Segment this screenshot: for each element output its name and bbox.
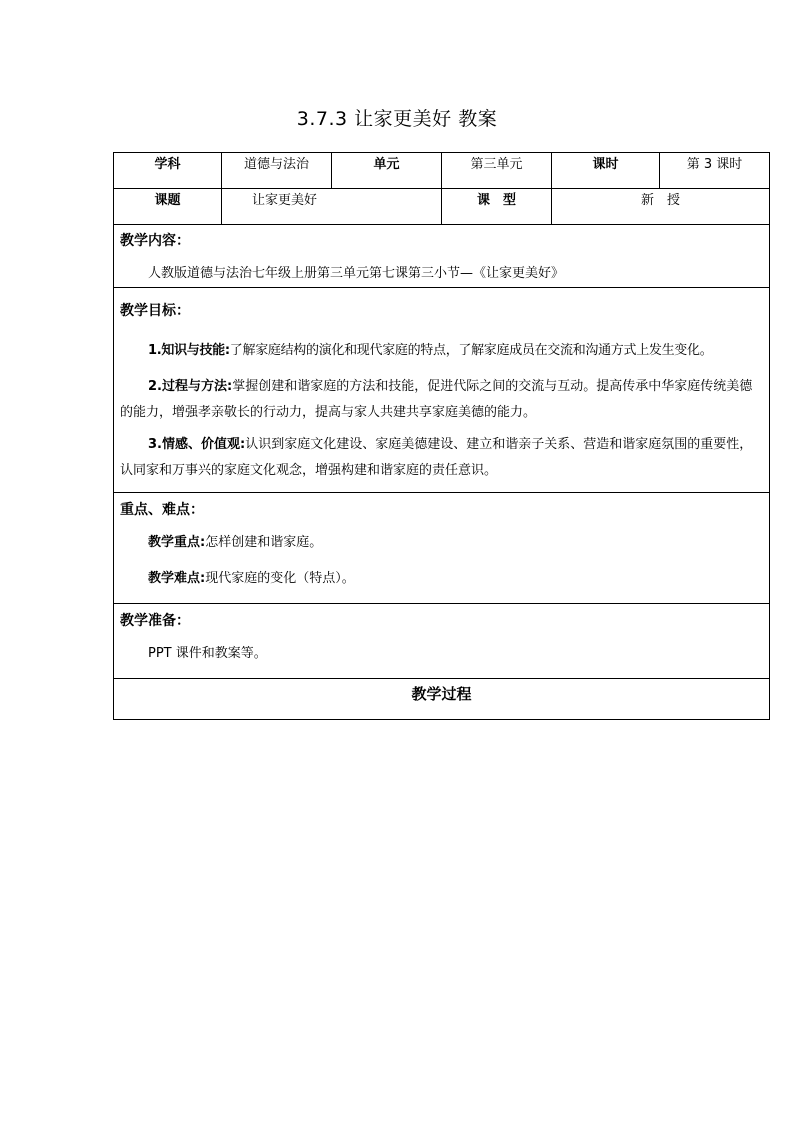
difficulty-line [114, 567, 769, 591]
type-value: 新 授 [552, 189, 770, 225]
prep-section [114, 604, 770, 679]
prep-text: PPT 课件和教案等。 [148, 646, 267, 661]
process-heading: 教学过程 [114, 679, 770, 720]
info-row-1 [114, 153, 770, 189]
goals-section [114, 288, 770, 493]
topic-value: 让家更美好 [222, 189, 442, 225]
unit-value: 第三单元 [442, 153, 552, 189]
lesson-plan-table [113, 152, 770, 720]
goal-item-3 [114, 432, 769, 484]
goal-text: 认识到家庭文化建设、家庭美德建设、建立和谐亲子关系、营造和谐家庭氛围的重要性，认同家和万事兴的家庭文化观念，增强构建和谐家庭的责任意识。 [120, 437, 753, 478]
type-label: 课 型 [442, 189, 552, 225]
goal-label: 3.情感、价值观: [148, 437, 246, 452]
keypoints-section [114, 493, 770, 604]
content-heading: 教学内容： [120, 233, 190, 249]
period-value: 第 3 课时 [660, 153, 770, 189]
goal-label: 2.过程与方法: [148, 379, 233, 394]
info-row-2 [114, 189, 770, 225]
difficulty-text: 现代家庭的变化（特点）。 [205, 571, 355, 586]
process-section [114, 679, 770, 720]
topic-label: 课题 [114, 189, 222, 225]
keypoints-heading: 重点、难点： [120, 502, 204, 518]
goal-item-1 [114, 338, 769, 364]
goal-label: 1.知识与技能: [148, 343, 230, 358]
unit-label: 单元 [332, 153, 442, 189]
content-section [114, 225, 770, 288]
prep-heading: 教学准备： [120, 613, 190, 629]
period-label: 课时 [552, 153, 660, 189]
subject-value: 道德与法治 [222, 153, 332, 189]
page-title: 3.7.3 让家更美好 教案 [296, 108, 498, 130]
subject-label: 学科 [114, 153, 222, 189]
goals-heading: 教学目标： [120, 303, 190, 319]
difficulty-label: 教学难点: [148, 571, 206, 586]
content-text: 人教版道德与法治七年级上册第三单元第七课第三小节—《让家更美好》 [148, 266, 565, 281]
goal-item-2 [114, 374, 769, 426]
goal-text: 掌握创建和谐家庭的方法和技能，促进代际之间的交流与互动。提高传承中华家庭传统美德的能力，增强孝亲敬长的行动力，提高与家人共建共享家庭美德的能力。 [120, 379, 753, 420]
focus-label: 教学重点: [148, 535, 206, 550]
goal-text: 了解家庭结构的演化和现代家庭的特点，了解家庭成员在交流和沟通方式上发生变化。 [229, 343, 713, 358]
focus-text: 怎样创建和谐家庭。 [205, 535, 323, 550]
focus-line [114, 531, 769, 555]
